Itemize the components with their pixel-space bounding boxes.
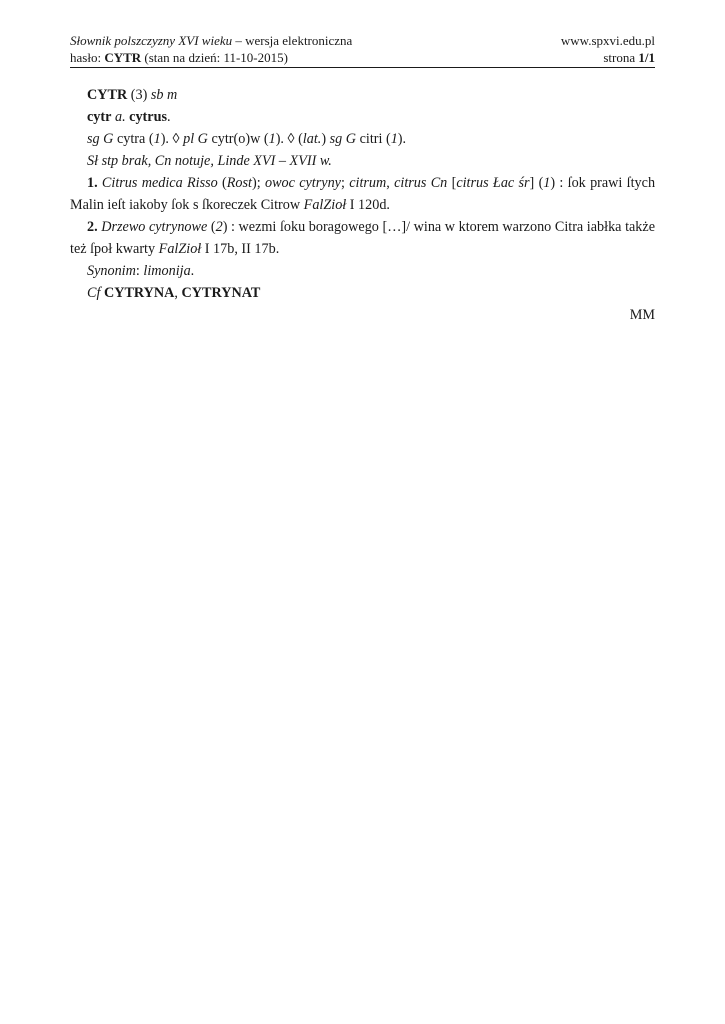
- dictionary-title: Słownik polszczyzny XVI wieku – wersja elektroniczna: [70, 33, 353, 48]
- page-header: [70, 32, 655, 66]
- sense-2: 2. Drzewo cytrynowe (2) : wezmi ſoku boragowego […]/ wina w ktorem warzono Citra iabłka także też ſpoł kwarty FalZioł I 17b, II 17b.: [70, 219, 655, 257]
- cf-link-cytryna[interactable]: CYTRYNA: [100, 285, 175, 301]
- page-number: strona 1/1: [603, 50, 655, 65]
- entry-headline: CYTR (3) sb m: [87, 87, 178, 103]
- site-url[interactable]: www.spxvi.edu.pl: [560, 33, 655, 48]
- sense-1: 1. Citrus medica Risso (Rost); owoc cytryny; citrum, citrus Cn [citrus Łac śr] (1) : ſok prawi ſtych Malin ieſt iakoby ſok s ſkoreczek Citrow FalZioł I 120d.: [70, 175, 656, 213]
- entry-sources: Sł stp brak, Cn notuje, Linde XVI – XVII w.: [87, 153, 332, 169]
- entry-body: [70, 84, 655, 326]
- author-initials: MM: [629, 307, 655, 323]
- cross-reference: Cf CYTRYNA, CYTRYNAT: [87, 285, 261, 301]
- synonym-line: Synonim: limonija.: [87, 263, 195, 279]
- entry-info: hasło: CYTR (stan na dzień: 11-10-2015): [70, 50, 288, 65]
- cf-link-cytrynat[interactable]: CYTRYNAT: [181, 285, 261, 301]
- header-divider: [70, 67, 655, 68]
- entry-inflection: sg G cytra (1). ◊ pl G cytr(o)w (1). ◊ (lat.) sg G citri (1).: [87, 131, 407, 147]
- entry-forms: cytr a. cytrus.: [87, 109, 171, 125]
